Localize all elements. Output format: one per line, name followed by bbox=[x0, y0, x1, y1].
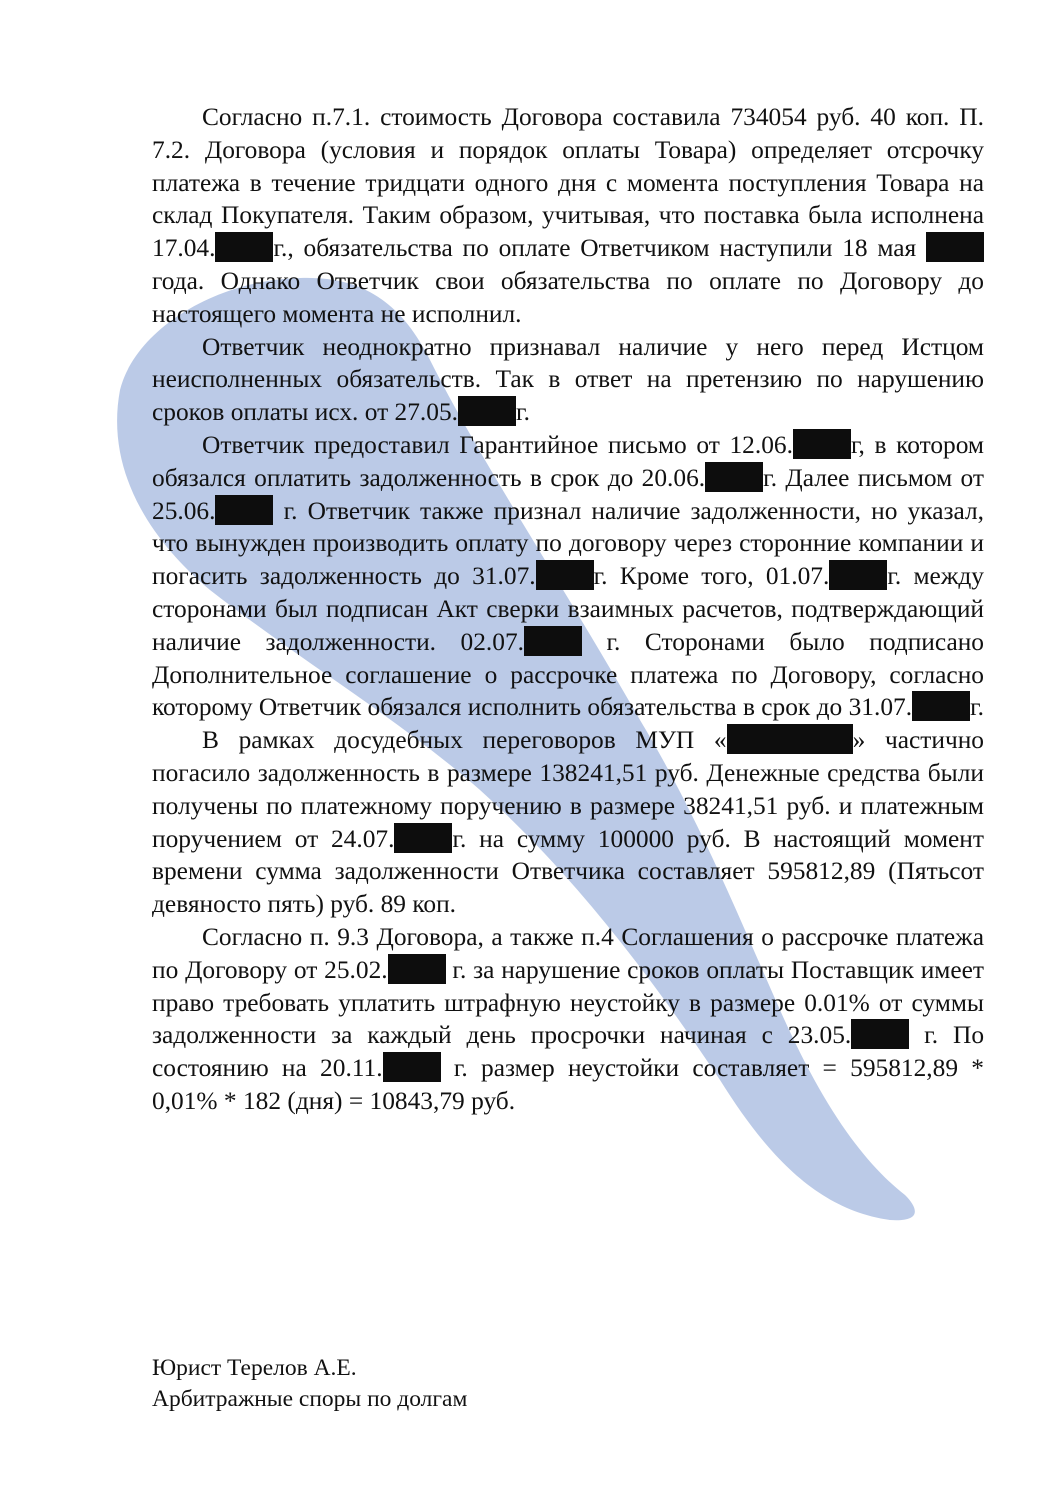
paragraph-text: г. bbox=[516, 398, 530, 427]
redaction-box bbox=[536, 560, 594, 590]
redaction-box bbox=[851, 1019, 909, 1049]
paragraph-guarantee-letter bbox=[152, 429, 984, 724]
redaction-box bbox=[394, 823, 452, 853]
paragraph-text: г. на сумму 100000 руб. В настоящий момент времени сумма задолженности Ответчика составляет 595812,89 (Пятьсот девяносто пять) руб. 89 коп. bbox=[152, 824, 984, 919]
paragraph-text: г. bbox=[970, 693, 984, 722]
redaction-box bbox=[705, 462, 763, 492]
paragraph-text: Согласно п.7.1. стоимость Договора составила 734054 руб. 40 коп. П. 7.2. Договора (условия и порядок оплаты Товара) определяет отсрочку платежа в течение тридцати одного дня с момента поступления Товара на склад Покупателя. Таким образом, учитывая, что поставка была исполнена 17.04. bbox=[152, 103, 984, 263]
redaction-box bbox=[383, 1052, 441, 1082]
paragraph-text: г. размер неустойки составляет = 595812,89 * 0,01% * 182 (дня) = 10843,79 руб. bbox=[152, 1054, 985, 1115]
paragraph-text: Согласно п. 9.3 Договора, а также п.4 Соглашения о рассрочке платежа по Договору от 25.02. bbox=[152, 922, 984, 984]
signature-block bbox=[152, 1353, 467, 1415]
paragraph-pretrial-negotiations bbox=[152, 724, 984, 921]
paragraph-text: В рамках досудебных переговоров МУП « bbox=[202, 726, 727, 755]
paragraph-contract-cost bbox=[152, 101, 984, 331]
paragraph-text: г. между сторонами был подписан Акт сверки взаимных расчетов, подтверждающий наличие задолженности. 02.07. bbox=[152, 562, 984, 656]
signature-name: Юрист Терелов А.Е. bbox=[152, 1355, 357, 1381]
redaction-box bbox=[793, 429, 851, 459]
paragraph-text: г. Ответчик также признал наличие задолженности, но указал, что вынужден производить оплату по договору через сторонние компании и погасить задолженность до 31.07. bbox=[152, 496, 984, 591]
redaction-box bbox=[727, 724, 853, 754]
paragraph-text: года. Однако Ответчик свои обязательства по оплате по Договору до настоящего момента не исполнил. bbox=[152, 266, 984, 328]
paragraph-penalty bbox=[152, 921, 984, 1118]
document-body bbox=[152, 101, 984, 1118]
paragraph-text: г. Далее письмом от 25.06. bbox=[152, 463, 984, 525]
redaction-box bbox=[388, 954, 446, 984]
paragraph-text: Ответчик неоднократно признавал наличие у него перед Истцом неисполненных обязательств. Так в ответ на претензию по нарушению сроков оплаты исх. от 27.05. bbox=[152, 332, 984, 427]
paragraph-text: г. По состоянию на 20.11. bbox=[152, 1021, 985, 1083]
paragraph-text: г. Кроме того, 01.07. bbox=[593, 562, 830, 591]
redaction-box bbox=[215, 232, 273, 262]
paragraph-text: » частично погасило задолженность в размере 138241,51 руб. Денежные средства были получены по платежному поручению в размере 38241,51 руб. и платежным поручением от 24.07. bbox=[152, 726, 984, 853]
paragraph-acknowledgment bbox=[152, 331, 984, 429]
redaction-box bbox=[215, 495, 273, 525]
signature-tagline: Арбитражные споры по долгам bbox=[152, 1386, 468, 1412]
redaction-box bbox=[458, 396, 516, 426]
redaction-box bbox=[524, 626, 582, 656]
redaction-box bbox=[912, 691, 970, 721]
paragraph-text: Ответчик предоставил Гарантийное письмо от 12.06. bbox=[202, 430, 793, 459]
redaction-box bbox=[829, 560, 887, 590]
paragraph-text: г. за нарушение сроков оплаты Поставщик имеет право требовать уплатить штрафную неустойку в размере 0.01% от суммы задолженности за каждый день просрочки начиная с 23.05. bbox=[152, 955, 984, 1050]
redaction-box bbox=[926, 232, 984, 262]
paragraph-text: г., обязательства по оплате Ответчиком наступили 18 мая bbox=[273, 234, 926, 263]
paragraph-text: г. Сторонами было подписано Дополнительное соглашение о рассрочке платежа по Договору, согласно которому Ответчик обязался исполнить обязательства в срок до 31.07. bbox=[152, 627, 985, 722]
paragraph-text: г, в котором обязался оплатить задолженность в срок до 20.06. bbox=[152, 430, 984, 492]
